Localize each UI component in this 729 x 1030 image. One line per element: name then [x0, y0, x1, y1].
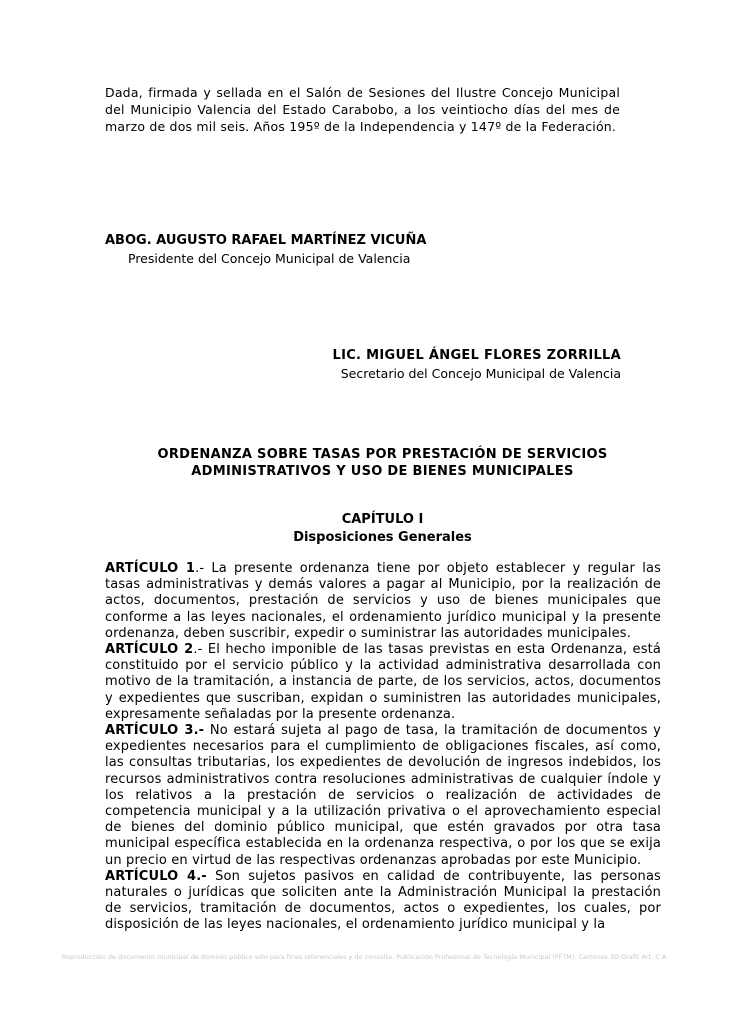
- ordinance-title: [105, 446, 660, 480]
- article-text: .- La presente ordenanza tiene por objeto establecer y regular las tasas administrativas y demás valores a pagar al Municipio, por la realización de actos, documentos, prestación de servicios y uso de bienes municipales que conforme a las leyes nacionales, el ordenamiento jurídico municipal y la presente ordenanza, deben suscribir, expedir o suministrar las autoridades municipales.: [105, 561, 661, 641]
- article-heading: ARTÍCULO 1: [105, 561, 196, 576]
- watermark-footer: Reproducción de documento municipal de dominio público sólo para fines referenciales y de consulta. Publicación Profesional de Tecnología Municipal (PFTM). Cartones 3D Grafit Art, C.A.: [61, 953, 669, 961]
- articles-section: [105, 561, 661, 934]
- chapter-number: CAPÍTULO I: [341, 512, 424, 527]
- article-3: [105, 723, 661, 869]
- chapter-heading: [105, 511, 660, 547]
- article-2: [105, 642, 661, 723]
- article-text: Son sujetos pasivos en calidad de contribuyente, las personas naturales o jurídicas que soliciten ante la Administración Municipal la prestación de servicios, tramitación de documentos, actos o expedientes, los cuales, por disposición de las leyes nacionales, el ordenamiento jurídico municipal y la: [105, 868, 661, 933]
- article-heading: ARTÍCULO 4.-: [105, 868, 207, 884]
- closing-paragraph: Dada, firmada y sellada en el Salón de Sesiones del Ilustre Concejo Municipal del Municipio Valencia del Estado Carabobo, a los veintiocho días del mes de marzo de dos mil seis. Años 195º de la Independencia y 147º de la Federación.: [105, 85, 620, 134]
- ordinance-title-line-1: ORDENANZA SOBRE TASAS POR PRESTACIÓN DE SERVICIOS: [157, 447, 608, 462]
- article-heading: ARTÍCULO 3.-: [105, 723, 205, 739]
- ordinance-title-line-2: ADMINISTRATIVOS Y USO DE BIENES MUNICIPALES: [191, 464, 574, 479]
- chapter-title: Disposiciones Generales: [293, 530, 472, 545]
- article-1: [105, 561, 661, 642]
- president-signature-role: Presidente del Concejo Municipal de Valencia: [128, 251, 411, 266]
- president-signature-name: ABOG. AUGUSTO RAFAEL MARTÍNEZ VICUÑA: [105, 233, 427, 248]
- article-4: [105, 869, 661, 934]
- article-text: No estará sujeta al pago de tasa, la tramitación de documentos y expedientes necesarios para el cumplimiento de obligaciones fiscales, así como, las consultas tributarias, los expedientes de devolución de ingresos indebidos, los recursos administrativos contra resoluciones administrativas de cualquier índole y los relativos a la prestación de servicios o realización de actividades de competencia municipal y a la utilización privativa o el aprovechamiento especial de bienes del dominio público municipal, que estén gravados por otra tasa municipal específica establecida en la ordenanza respectiva, o por los que se exija un precio en virtud de las respectivas ordenanzas aprobadas por este Municipio.: [105, 723, 661, 868]
- secretary-signature-role: Secretario del Concejo Municipal de Valencia: [340, 366, 621, 381]
- article-text: .- El hecho imponible de las tasas previstas en esta Ordenanza, está constituido por el servicio público y la actividad administrativa desarrollada con motivo de la tramitación, a instancia de parte, de los servicios, actos, documentos y expedientes que suscriban, expidan o suministren las autoridades municipales, expresamente señaladas por la presente ordenanza.: [105, 642, 661, 722]
- article-heading: ARTÍCULO 2: [105, 642, 194, 658]
- secretary-signature-name: LIC. MIGUEL ÁNGEL FLORES ZORRILLA: [332, 348, 621, 363]
